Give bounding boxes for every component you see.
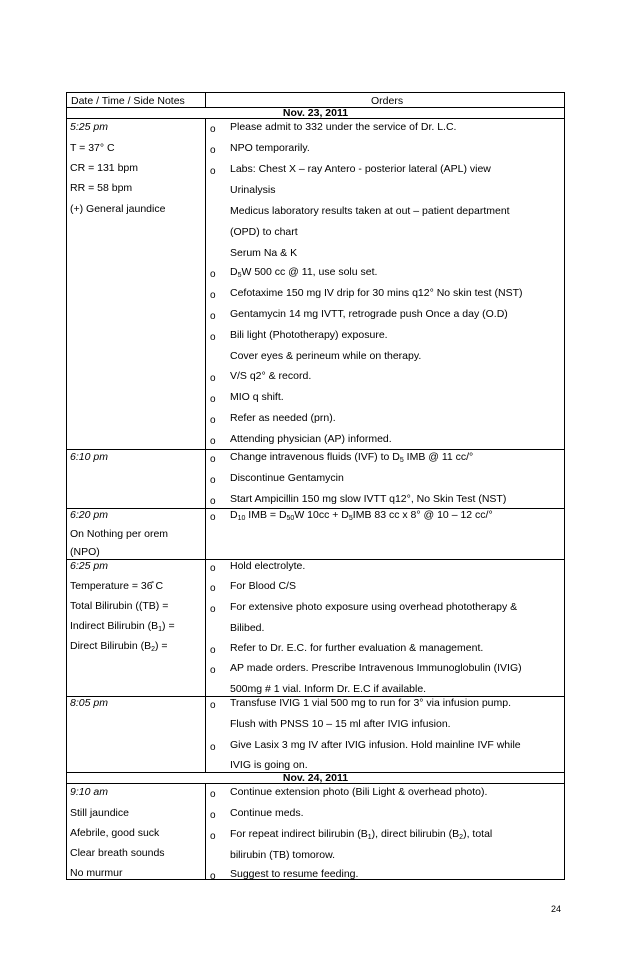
order-line: V/S q2° & record. (230, 370, 312, 382)
order-line: For extensive photo exposure using overhead phototherapy & (230, 601, 518, 613)
side-note: Total Bilirubin ((TB) = (70, 600, 169, 612)
bullet: o (210, 563, 216, 574)
date-row-nov-24 (66, 772, 565, 783)
bullet: o (210, 454, 216, 465)
side-note: Afebrile, good suck (70, 827, 160, 839)
side-note: (NPO) (70, 546, 100, 558)
order-line: AP made orders. Prescribe Intravenous Immunoglobulin (IVIG) (230, 662, 522, 674)
entry-time: 9:10 am (70, 786, 108, 798)
side-note: Clear breath sounds (70, 847, 165, 859)
order-line: Give Lasix 3 mg IV after IVIG infusion. Hold mainline IVF while (230, 739, 521, 751)
entry-805pm (66, 696, 565, 772)
entry-time: 8:05 pm (70, 697, 108, 709)
side-note: Direct Bilirubin $(B_2)$ = (70, 640, 168, 653)
order-line: 500mg # 1 vial. Inform Dr. E.C if available. (230, 683, 427, 695)
bullet: o (210, 311, 216, 322)
order-line: Attending physician (AP) informed. (230, 433, 392, 445)
page-number: 24 (551, 904, 562, 914)
bullet: o (210, 789, 216, 800)
bullet: o (210, 124, 216, 135)
bullet: o (210, 145, 216, 156)
order-line: Serum Na & K (230, 247, 298, 259)
bullet: o (210, 871, 216, 882)
order-line: MIO q shift. (230, 391, 284, 403)
order-line: Refer to Dr. E.C. for further evaluation & management. (230, 642, 484, 654)
order-line: Gentamycin 14 mg IVTT, retrograde push Once a day (O.D) (230, 308, 508, 320)
bullet: o (210, 604, 216, 615)
bullet: o (210, 332, 216, 343)
side-note: T = 37° C (70, 142, 115, 154)
table-header (66, 92, 565, 107)
entry-time: 6:25 pm (70, 560, 108, 572)
order-line: Please admit to 332 under the service of Dr. L.C. (230, 121, 457, 133)
header-orders: Orders (371, 95, 404, 107)
entry-time: 6:20 pm (70, 509, 108, 521)
date-label: Nov. 24, 2011 (282, 772, 349, 784)
side-note: No murmur (70, 867, 123, 879)
orders-table (66, 92, 565, 880)
order-line: Continue extension photo (Bili Light & overhead photo). (230, 786, 488, 798)
bullet: o (210, 583, 216, 594)
order-line: Refer as needed (prn). (230, 412, 336, 424)
order-line: For repeat indirect bilirubin $(B_1)$, direct bilirubin $(B_2)$, total (230, 828, 493, 841)
order-line: $D_5W$ 500 cc @ 11, use solu set. (230, 266, 378, 279)
order-line: Change intravenous fluids (IVF) to $D_5$ IMB @ 11 cc/° (230, 451, 474, 464)
bullet: o (210, 665, 216, 676)
side-note: Still jaundice (70, 807, 129, 819)
order-line: $D_{10}$ IMB = $D_{50}W$ $10cc + D_5IMB$ 83 cc x 8° @ 10 – 12 cc/° (230, 509, 493, 522)
bullet: o (210, 373, 216, 384)
order-line: Medicus laboratory results taken at out – patient department (230, 205, 510, 217)
order-line: Bili light (Phototherapy) exposure. (230, 329, 388, 341)
order-line: Cover eyes & perineum while on therapy. (230, 350, 422, 362)
order-line: Bilibed. (230, 622, 265, 634)
date-label: Nov. 23, 2011 (282, 107, 349, 119)
bullet: o (210, 415, 216, 426)
bullet: o (210, 700, 216, 711)
bullet: o (210, 810, 216, 821)
bullet: o (210, 496, 216, 507)
order-line: Urinalysis (230, 184, 276, 196)
bullet: o (210, 166, 216, 177)
side-note: RR = 58 bpm (70, 182, 133, 194)
entry-time: 6:10 pm (70, 451, 108, 463)
bullet: o (210, 645, 216, 656)
order-line: Suggest to resume feeding. (230, 868, 359, 880)
side-note: On Nothing per orem (70, 528, 169, 540)
order-line: Hold electrolyte. (230, 560, 306, 572)
order-line: For Blood C/S (230, 580, 296, 592)
order-line: (OPD) to chart (230, 226, 298, 238)
order-line: NPO temporarily. (230, 142, 310, 154)
order-line: bilirubin (TB) tomorow. (230, 849, 336, 861)
bullet: o (210, 290, 216, 301)
side-note: Temperature = 36̊ C (70, 580, 164, 592)
bullet: o (210, 512, 216, 523)
order-line: Continue meds. (230, 807, 304, 819)
entry-910am (66, 783, 565, 880)
order-line: Transfuse IVIG 1 vial 500 mg to run for 3° via infusion pump. (230, 697, 512, 709)
bullet: o (210, 436, 216, 447)
order-line: Cefotaxime 150 mg IV drip for 30 mins q12° No skin test (NST) (230, 287, 523, 299)
order-line: Start Ampicillin 150 mg slow IVTT q12°, No Skin Test (NST) (230, 493, 507, 505)
entry-620pm (66, 508, 565, 559)
order-line: Flush with PNSS 10 – 15 ml after IVIG infusion. (230, 718, 451, 730)
bullet: o (210, 831, 216, 842)
order-line: Labs: Chest X – ray Antero - posterior lateral (APL) view (230, 163, 491, 175)
bullet: o (210, 269, 216, 280)
entry-525pm (66, 118, 565, 449)
order-line: Discontinue Gentamycin (230, 472, 344, 484)
bullet: o (210, 475, 216, 486)
entry-time: 5:25 pm (70, 121, 108, 133)
bullet: o (210, 742, 216, 753)
bullet: o (210, 394, 216, 405)
order-line: IVIG is going on. (230, 759, 308, 771)
entry-625pm (66, 559, 565, 696)
side-note: (+) General jaundice (70, 203, 166, 215)
side-note: Indirect Bilirubin $(B_1)$ = (70, 620, 175, 633)
header-date-time: Date / Time / Side Notes (71, 95, 185, 107)
entry-610pm (66, 449, 565, 508)
date-row-nov-23 (66, 107, 565, 118)
side-note: CR = 131 bpm (70, 162, 138, 174)
